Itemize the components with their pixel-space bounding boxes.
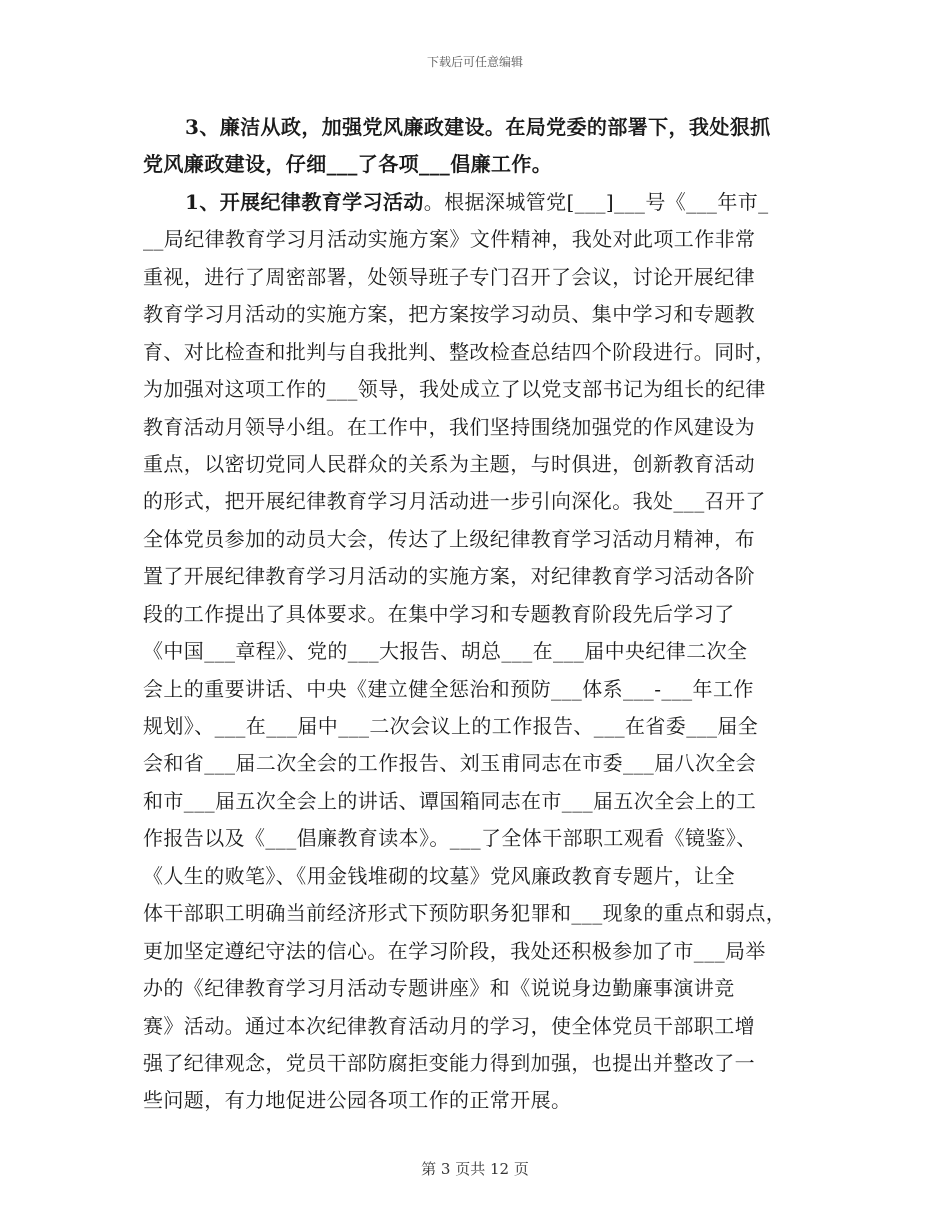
paragraph-line: 办的《纪律教育学习月活动专题讲座》和《说说身边勤廉事演讲竞 [143,976,735,1001]
paragraph-line: 作报告以及《___倡廉教育读本》。___了全体干部职工观看《镜鉴》、 [143,826,757,851]
section-heading-line-1: 3、廉洁从政，加强党风廉政建设。在局党委的部署下，我处狠抓 [185,115,771,139]
paragraph-line: 重点，以密切党同人民群众的关系为主题，与时俱进，创新教育活动 [143,451,755,476]
paragraph-line: 赛》活动。通过本次纪律教育活动月的学习，使全体党员干部职工增 [143,1013,755,1038]
subheading-title: 1、开展纪律教育学习活动 [185,189,424,214]
paragraph-line: 教育活动月领导小组。在工作中，我们坚持围绕加强党的作风建设为 [143,414,755,439]
paragraph-line: 段的工作提出了具体要求。在集中学习和专题教育阶段先后学习了 [143,601,735,626]
paragraph-line: 会和省___届二次全会的工作报告、刘玉甫同志在市委___届八次全会 [143,751,757,776]
section-heading-line-2: 党风廉政建设，仔细___了各项___倡廉工作。 [143,152,553,177]
paragraph-line: 《中国___章程》、党的___大报告、胡总___在___届中央纪律二次全 [143,639,748,664]
header-note: 下载后可任意编辑 [426,55,523,69]
paragraph-line: 的形式，把开展纪律教育学习月活动进一步引向深化。我处___召开了 [143,489,766,514]
paragraph-line: 体干部职工明确当前经济形式下预防职务犯罪和___现象的重点和弱点， [143,901,787,926]
paragraph-line: 《人生的败笔》、《用金钱堆砌的坟墓》党风廉政教育专题片，让全 [143,863,735,888]
paragraph-line: 会上的重要讲话、中央《建立健全惩治和预防___体系___-___年工作 [143,676,754,701]
paragraph-line: __局纪律教育学习月活动实施方案》文件精神，我处对此项工作非常 [143,227,756,252]
document-body [143,109,815,1120]
paragraph-line: 育、对比检查和批判与自我批判、整改检查总结四个阶段进行。同时， [143,339,776,364]
subheading-text: 。根据深城管党[___]___号《___年市_ [423,189,769,214]
paragraph-line: 更加坚定遵纪守法的信心。在学习阶段，我处还积极参加了市___局举 [143,938,766,963]
paragraph-line: 为加强对这项工作的___领导，我处成立了以党支部书记为组长的纪律 [143,377,766,402]
subheading-line [143,184,815,221]
paragraph-line: 置了开展纪律教育学习月活动的实施方案，对纪律教育学习活动各阶 [143,564,755,589]
paragraph-line: 强了纪律观念，党员干部防腐拒变能力得到加强，也提出并整改了一 [143,1050,755,1075]
paragraph-line: 重视，进行了周密部署，处领导班子专门召开了会议，讨论开展纪律 [143,264,755,289]
paragraph-line: 规划》、___在___届中___二次会议上的工作报告、___在省委___届全 [143,714,759,738]
paragraph-line: 教育学习月活动的实施方案，把方案按学习动员、集中学习和专题教 [143,302,755,327]
paragraph-line: 全体党员参加的动员大会，传达了上级纪律教育学习活动月精神，布 [143,526,755,551]
paragraph-line: 些问题，有力地促进公园各项工作的正常开展。 [143,1088,572,1113]
page-number: 第 3 页共 12 页 [421,1160,529,1178]
paragraph-line: 和市___届五次全会上的讲话、谭国箱同志在市___届五次全会上的工 [143,788,757,813]
